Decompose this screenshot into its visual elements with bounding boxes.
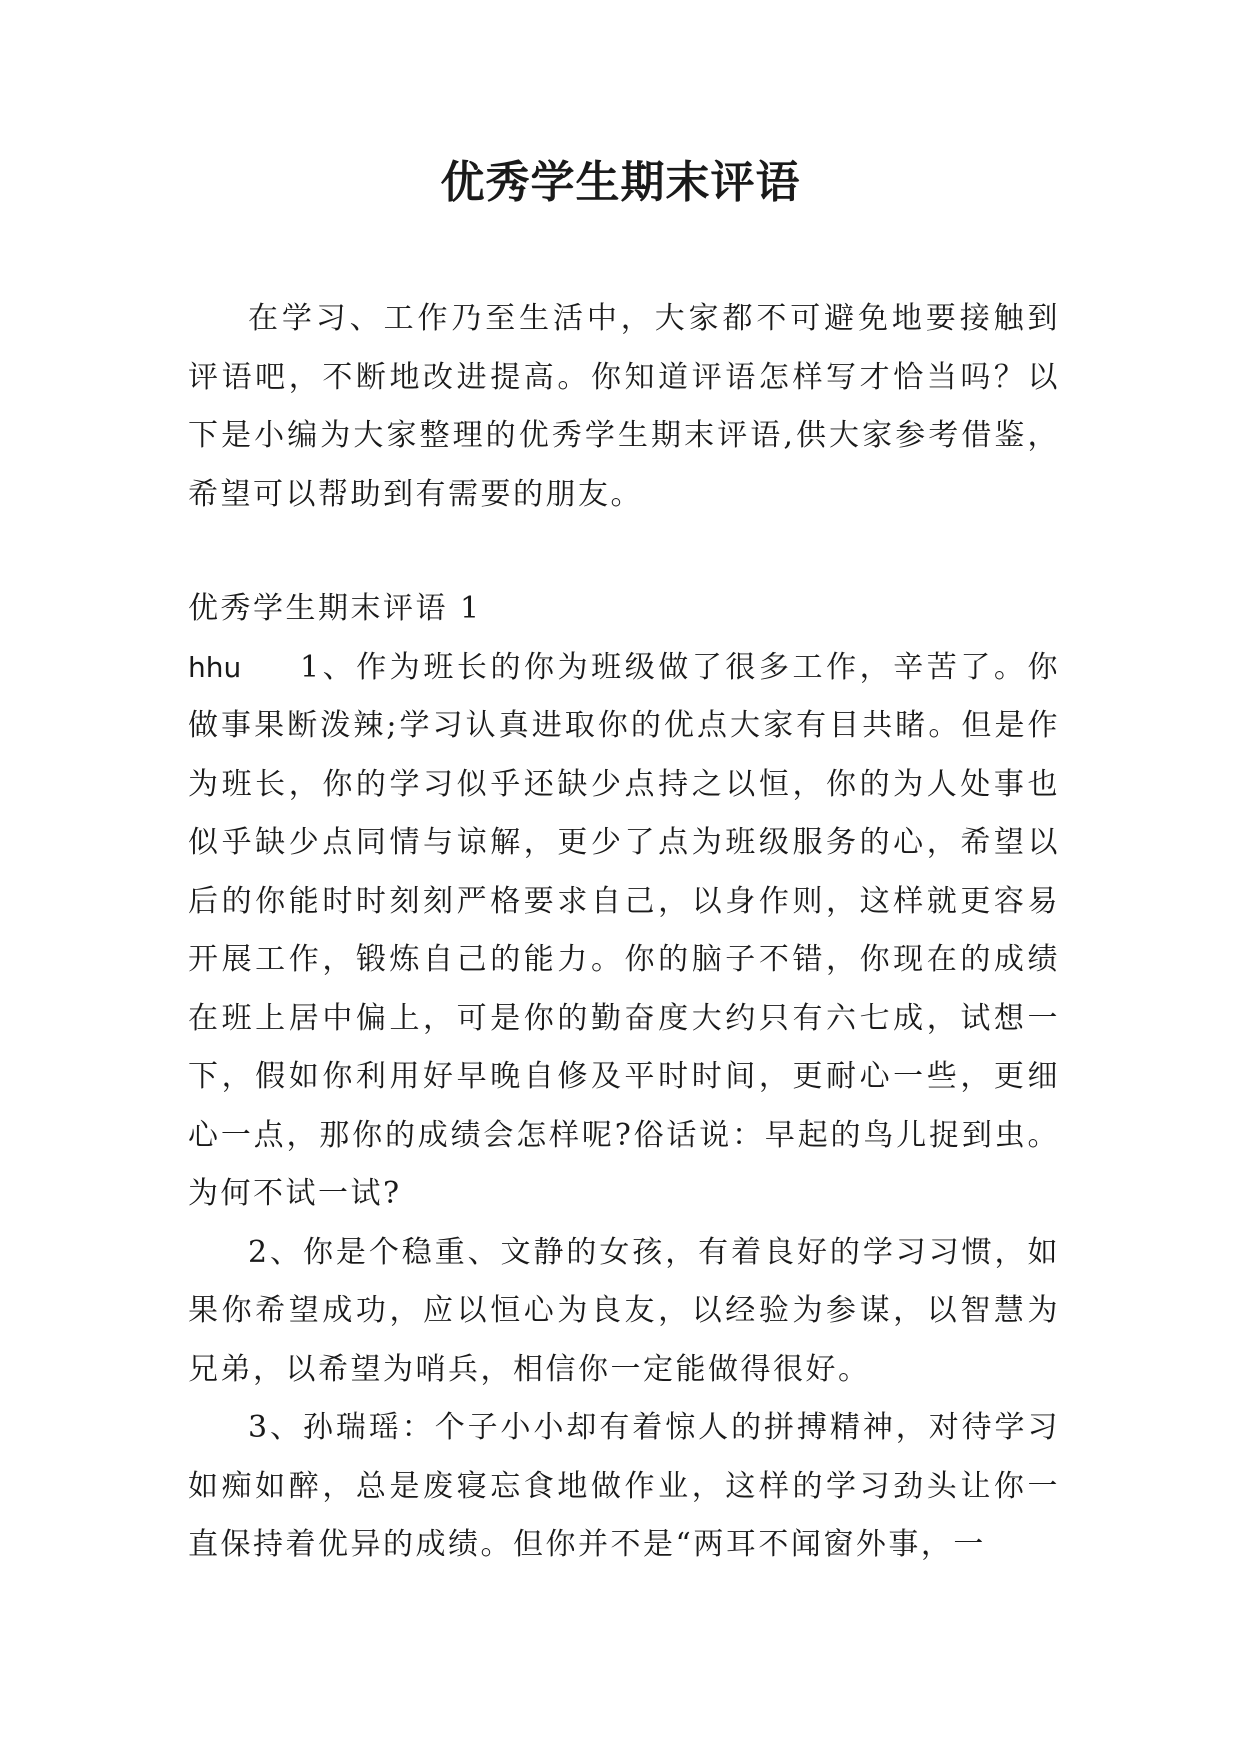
comment-item-3: 3、孙瑞瑶：个子小小却有着惊人的拼搏精神，对待学习如痴如醉，总是废寝忘食地做作业，这样的学习劲头让你一直保持着优异的成绩。但你并不是“两耳不闻窗外事，一 — [188, 1410, 1060, 1562]
comment-item-1-text: 1、作为班长的你为班级做了很多工作，辛苦了。你做事果断泼辣;学习认真进取你的优点大家有目共睹。但是作为班长，你的学习似乎还缺少点持之以恒，你的为人处事也似乎缺少点同情与谅解，更少了点为班级服务的心，希望以后的你能时时刻刻严格要求自己，以身作则，这样就更容易开展工作，锻炼自己的能力。你的脑子不错，你现在的成绩在班上居中偏上，可是你的勤奋度大约只有六七成，试想一下，假如你利用好早晚自修及平时时间，更耐心一些，更细心一点，那你的成绩会怎样呢?俗话说：早起的鸟儿捉到虫。为何不试一试? — [188, 649, 1060, 1211]
document-body — [188, 290, 1060, 1575]
intro-paragraph: 在学习、工作乃至生活中，大家都不可避免地要接触到评语吧，不断地改进提高。你知道评语怎样写才恰当吗？以下是小编为大家整理的优秀学生期末评语,供大家参考借鉴，希望可以帮助到有需要的朋友。 — [188, 301, 1060, 512]
comment-item-2: 2、你是个稳重、文静的女孩，有着良好的学习习惯，如果你希望成功，应以恒心为良友，以经验为参谋，以智慧为兄弟，以希望为哨兵，相信你一定能做得很好。 — [188, 1234, 1060, 1387]
section-heading: 优秀学生期末评语 1 — [188, 591, 482, 626]
comment-item-1 — [188, 639, 1060, 1224]
item-marker: hhu — [188, 650, 242, 684]
document-title: 优秀学生期末评语 — [440, 157, 801, 208]
